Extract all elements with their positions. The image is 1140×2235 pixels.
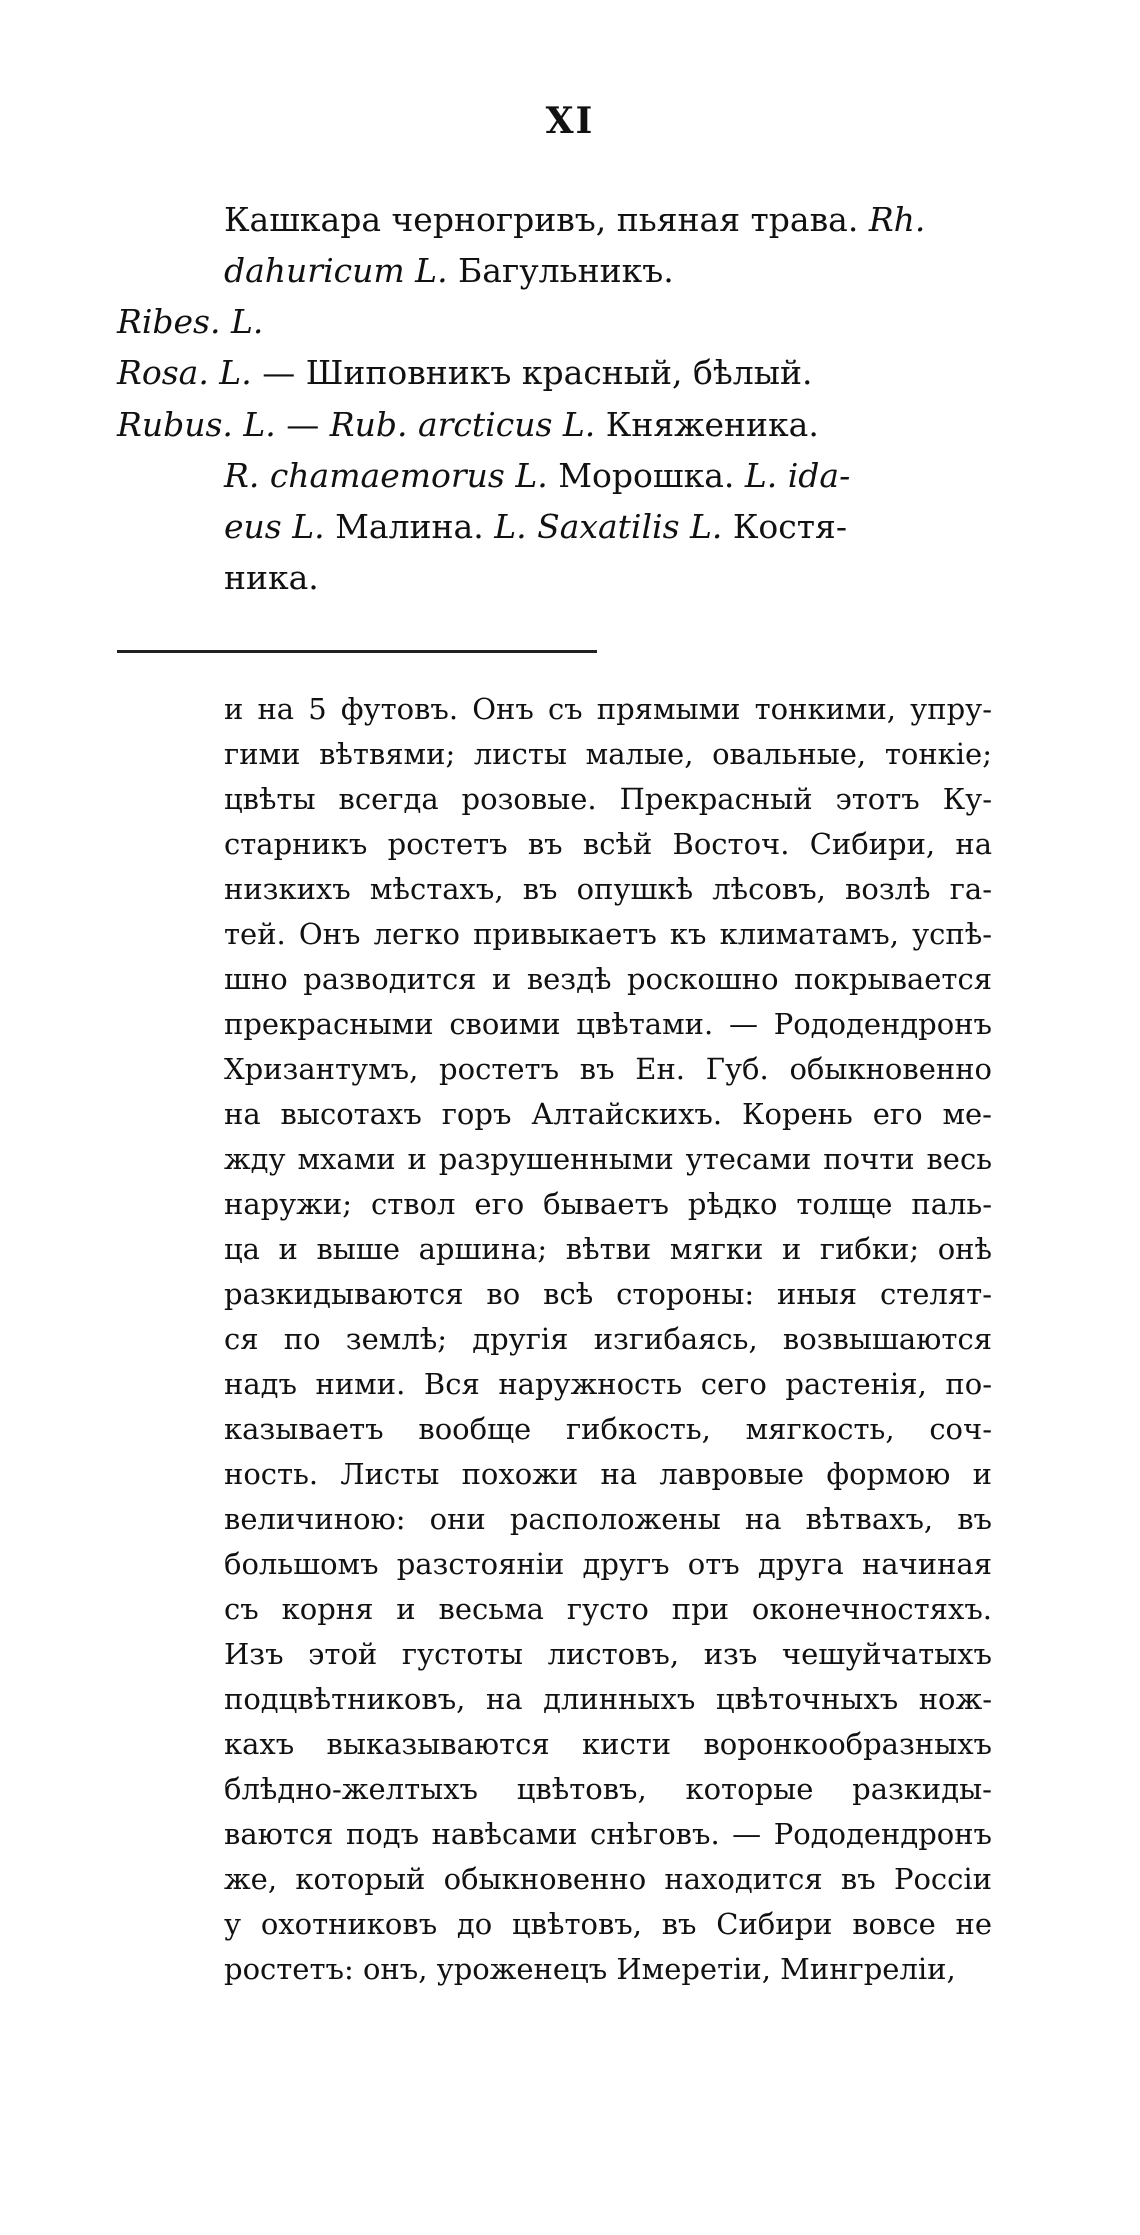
footnote-line: Хризантумъ, ростетъ въ Ен. Губ. обыкновенно <box>224 1052 992 1086</box>
footnote-line: у охотниковъ до цвѣтовъ, въ Сибири вовсе не <box>224 1907 992 1941</box>
footnote-line: надъ ними. Вся наружность сего растенія, по- <box>224 1367 992 1401</box>
footnote-line: прекрасными своими цвѣтами. — Рододендронъ <box>224 1007 992 1041</box>
footnote-line: наружи; ствол его бываетъ рѣдко толще паль- <box>224 1187 992 1221</box>
footnote-line: тей. Онъ легко привыкаетъ къ климатамъ, успѣ- <box>224 917 992 951</box>
footnote-line: разкидываются во всѣ стороны: иныя стелят- <box>224 1277 992 1311</box>
footnote-line: жду мхами и разрушенными утесами почти весь <box>224 1142 992 1176</box>
footnote-line: большомъ разстояніи другъ отъ друга начиная <box>224 1547 992 1581</box>
footnote-line: шно разводится и вездѣ роскошно покрывается <box>224 962 992 996</box>
footnote-line: казываетъ вообще гибкость, мягкость, соч- <box>224 1412 992 1446</box>
text-line-8: ника. <box>224 558 319 597</box>
footnote-line: съ корня и весьма густо при оконечностяхъ. <box>224 1592 992 1626</box>
text-line-2: dahuricum L. Багульникъ. <box>224 251 674 290</box>
footnote-line: ца и выше аршина; вѣтви мягки и гибки; онѣ <box>224 1232 992 1266</box>
footnote-line: на высотахъ горъ Алтайскихъ. Корень его ме- <box>224 1097 992 1131</box>
genus-ribes: Ribes. L. <box>117 302 264 341</box>
footnote-separator <box>117 650 597 653</box>
genus-rosa: Rosa. L. — Шиповникъ красный, бѣлый. <box>117 353 813 392</box>
footnote-line: Изъ этой густоты листовъ, изъ чешуйчатыхъ <box>224 1637 992 1671</box>
footnote-line: ваются подъ навѣсами снѣговъ. — Рододендронъ <box>224 1817 992 1851</box>
footnote-line: цвѣты всегда розовые. Прекрасный этотъ Ку- <box>224 782 992 816</box>
footnote-line: кахъ выказываются кисти воронкообразныхъ <box>224 1727 992 1761</box>
text-line-7: eus L. Малина. L. Saxatilis L. Костя- <box>224 507 848 546</box>
footnote-line: ся по землѣ; другія изгибаясь, возвышаются <box>224 1322 992 1356</box>
footnote-line: старникъ ростетъ въ всѣй Восточ. Сибири, на <box>224 827 992 861</box>
footnote-line: же, который обыкновенно находится въ Россіи <box>224 1862 992 1896</box>
footnote-line: подцвѣтниковъ, на длинныхъ цвѣточныхъ нож- <box>224 1682 992 1716</box>
footnote-line: ность. Листы похожи на лавровые формою и <box>224 1457 992 1491</box>
text-line-6: R. chamaemorus L. Морошка. L. ida- <box>224 456 851 495</box>
footnote-line: величиною: они расположены на вѣтвахъ, въ <box>224 1502 992 1536</box>
footnote-line: ростетъ: онъ, уроженецъ Имеретіи, Мингреліи, <box>224 1952 956 1986</box>
page-number: XI <box>545 100 595 142</box>
text-line-1: Кашкара черногривъ, пьяная трава. Rh. <box>224 200 926 239</box>
footnote-line: низкихъ мѣстахъ, въ опушкѣ лѣсовъ, возлѣ га- <box>224 872 992 906</box>
genus-rubus: Rubus. L. — Rub. arcticus L. Княженика. <box>117 405 819 444</box>
footnote-line: и на 5 футовъ. Онъ съ прямыми тонкими, упру- <box>224 692 992 726</box>
footnote-line: блѣдно-желтыхъ цвѣтовъ, которые разкиды- <box>224 1772 992 1806</box>
footnote-line: гими вѣтвями; листы малые, овальные, тонкіе; <box>224 737 992 771</box>
